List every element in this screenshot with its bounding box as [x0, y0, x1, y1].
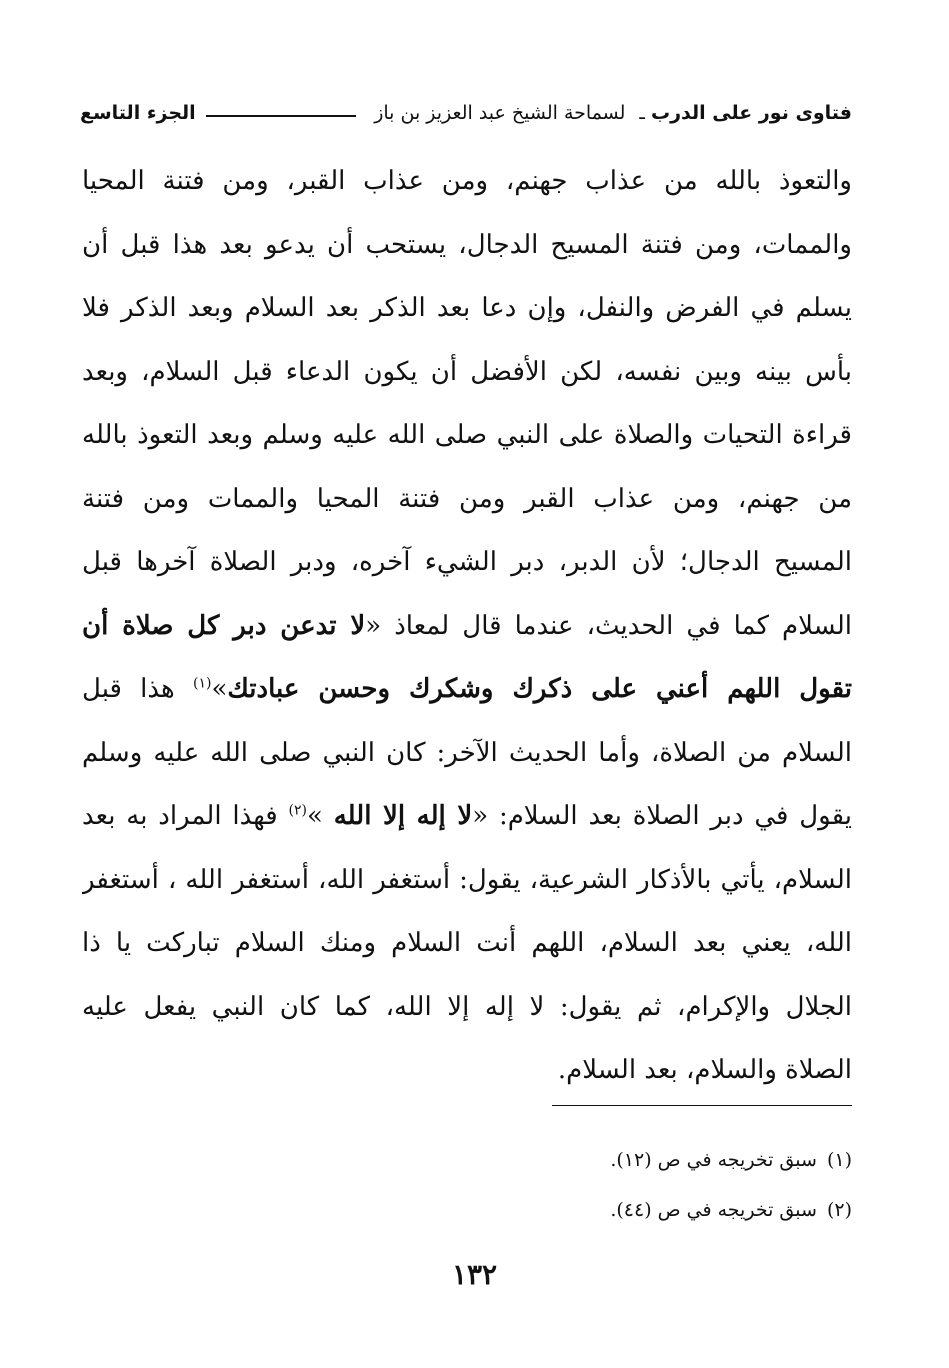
header-rule: [206, 115, 357, 117]
footnote-separator: [552, 1105, 852, 1106]
text-line: الجلال والإكرام، ثم يقول: لا إله إلا الله، كما كان النبي يفعل عليه: [82, 991, 852, 1022]
text-line: بأس بينه وبين نفسه، لكن الأفضل أن يكون الدعاء قبل السلام، وبعد: [82, 356, 852, 387]
footnote-text: سبق تخريجه في ص (١٢).: [610, 1149, 817, 1171]
header-book-title: فتاوى نور على الدرب: [651, 102, 852, 124]
body-text: [82, 150, 852, 1103]
footnote-ref-2: (٢): [288, 802, 307, 819]
text-line: قراءة التحيات والصلاة على النبي صلى الله عليه وسلم وبعد التعوذ بالله: [82, 420, 852, 450]
hadith-quote: تقول اللهم أعني على ذكرك وشكرك وحسن عبادتك: [227, 674, 852, 704]
footnote: [300, 1135, 852, 1185]
text-line: السلام من الصلاة، وأما الحديث الآخر: كان النبي صلى الله عليه وسلم: [82, 737, 852, 768]
footnote: [300, 1185, 852, 1235]
line-8-part-a: السلام كما في الحديث، عندما قال لمعاذ «: [365, 610, 852, 641]
text-line: [82, 595, 852, 659]
text-line: السلام، يأتي بالأذكار الشرعية، يقول: أستغفر الله، أستغفر الله ، أستغفر: [82, 864, 852, 895]
hadith-quote: لا إله إلا الله: [333, 801, 473, 831]
header-author: لسماحة الشيخ عبد العزيز بن باز: [374, 102, 626, 124]
text-line: والممات، ومن فتنة المسيح الدجال، يستحب أن يدعو بعد هذا قبل أن: [82, 229, 852, 260]
text-line: [82, 658, 852, 722]
text-line: يسلم في الفرض والنفل، وإن دعا بعد الذكر بعد السلام وبعد الذكر فلا: [82, 293, 852, 323]
running-header: [80, 94, 852, 132]
footnote-text: سبق تخريجه في ص (٤٤).: [610, 1199, 817, 1221]
footnotes: [300, 1135, 852, 1235]
text-line: الله، يعني بعد السلام، اللهم أنت السلام ومنك السلام تباركت يا ذا: [82, 928, 852, 958]
page-number: ١٣٢: [451, 1258, 498, 1291]
line-11-part-d: فهذا المراد به بعد: [82, 801, 289, 831]
text-line: والتعوذ بالله من عذاب جهنم، ومن عذاب القبر، ومن فتنة المحيا: [82, 166, 852, 196]
footnote-ref-1: (١): [192, 675, 212, 692]
text-line: [82, 785, 852, 849]
text-line: الصلاة والسلام، بعد السلام.: [557, 1055, 852, 1085]
line-11-part-a: يقول في دبر الصلاة بعد السلام: «: [472, 801, 852, 831]
quote-close: »: [306, 801, 334, 831]
quote-close: »: [211, 674, 228, 704]
header-dash: ـ: [639, 102, 645, 124]
header-part: الجزء التاسع: [80, 102, 196, 124]
hadith-quote: لا تدعن دبر كل صلاة أن: [82, 610, 366, 641]
footnote-number: (٢): [826, 1199, 852, 1221]
text-line: من جهنم، ومن عذاب القبر ومن فتنة المحيا والممات ومن فتنة: [82, 483, 852, 514]
footnote-number: (١): [826, 1149, 852, 1171]
text-line: المسيح الدجال؛ لأن الدبر، دبر الشيء آخره، ودبر الصلاة آخرها قبل: [82, 547, 852, 577]
line-9-part-c: هذا قبل: [82, 674, 193, 704]
